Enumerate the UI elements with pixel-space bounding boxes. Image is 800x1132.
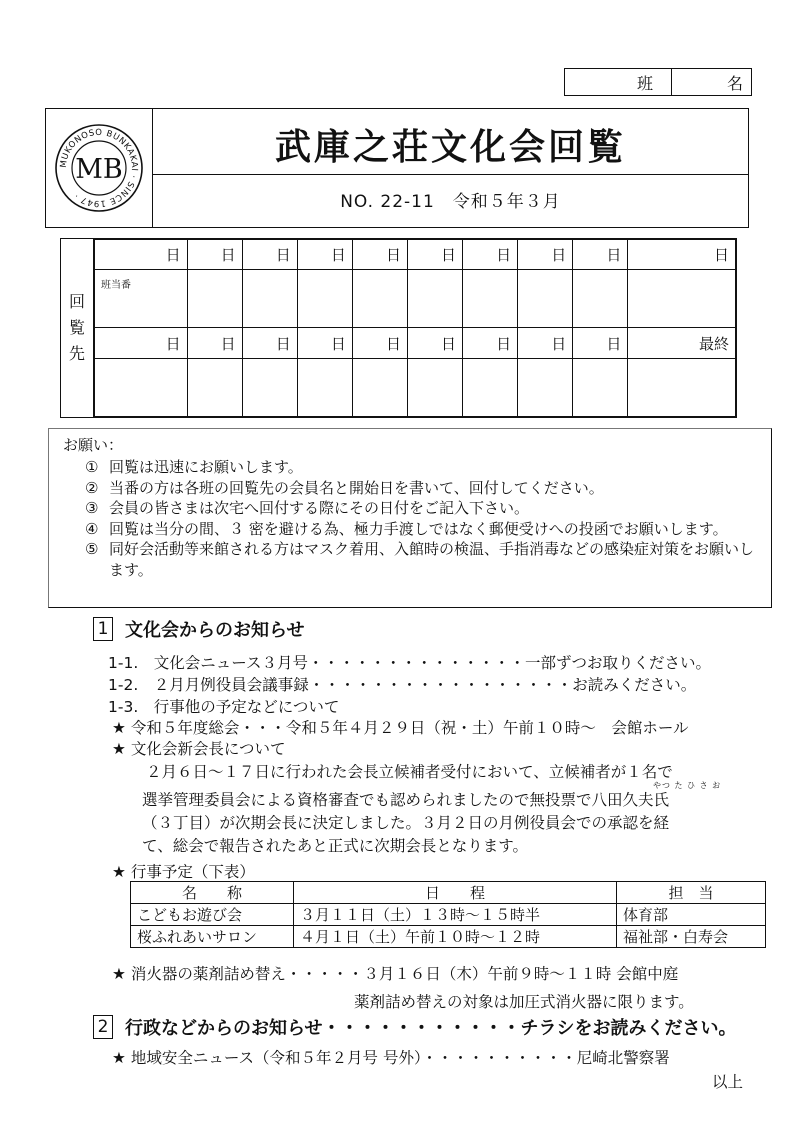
notice-item xyxy=(85,478,765,499)
date-cell[interactable]: 日 xyxy=(518,240,573,270)
routing-table xyxy=(94,239,736,417)
section1-heading xyxy=(93,616,304,642)
last-cell[interactable]: 最終 xyxy=(628,328,736,358)
notice-title: お願い： xyxy=(63,436,124,454)
schedule-cell: ４月１日（土）午前１０時～１２時 xyxy=(294,926,617,948)
schedule-header-row xyxy=(131,882,766,904)
notice-num: ① xyxy=(85,458,99,476)
date-cell[interactable]: 日 xyxy=(463,240,518,270)
notice-num: ⑤ xyxy=(85,540,99,558)
page-title: 武庫之荘文化会回覧 xyxy=(274,127,626,168)
name-cell[interactable] xyxy=(187,358,242,416)
date-cell[interactable]: 日 xyxy=(95,240,188,270)
notice-num: ③ xyxy=(85,499,99,517)
notice-num: ④ xyxy=(85,519,99,538)
issue-number: NO. 22-11 令和５年３月 xyxy=(340,192,561,212)
end-mark: 以上 xyxy=(712,1073,744,1091)
logo-ring-text: MUKONOSO BUNKAKAI · SINCE 1947 · xyxy=(58,127,140,209)
date-cell[interactable]: 日 xyxy=(628,240,736,270)
routing-date-row-2 xyxy=(95,328,736,358)
president-text-3: （３丁目）が次期会長に決定しました。３月２日の月例役員会での承認を経 xyxy=(142,814,670,832)
notice-num: ② xyxy=(85,478,99,497)
notice-text: 回覧は迅速にお願いします。 xyxy=(109,458,303,476)
title-cell xyxy=(153,109,748,227)
name-cell[interactable] xyxy=(242,270,297,328)
notice-text: 会員の皆さまは次宅へ回付する際にその日付をご記入下さい。 xyxy=(109,499,530,517)
routing-label-2: 覧 xyxy=(68,318,85,337)
name-cell[interactable] xyxy=(628,358,736,416)
schedule-cell: 福祉部・白寿会 xyxy=(617,926,766,948)
date-cell[interactable]: 日 xyxy=(242,240,297,270)
date-cell[interactable]: 日 xyxy=(573,240,628,270)
item-1-2: 1-2. ２月月例役員会議事録・・・・・・・・・・・・・・・・・お読みください。 xyxy=(108,676,697,694)
request-notice xyxy=(48,428,772,608)
name-cell[interactable] xyxy=(407,358,462,416)
name-cell[interactable] xyxy=(352,270,407,328)
routing-name-row-2 xyxy=(95,358,736,416)
routing-date-row-1 xyxy=(95,240,736,270)
president-text-1: ２月６日～１７日に行われた会長立候補者受付において、立候補者が１名で xyxy=(146,763,673,781)
name-cell[interactable] xyxy=(95,358,188,416)
extinguisher-line: ★ 消火器の薬剤詰め替え・・・・・３月１６日（木）午前９時～１１時 会館中庭 xyxy=(112,965,679,983)
section2-number: 2 xyxy=(93,1015,113,1039)
section2-heading xyxy=(93,1014,736,1040)
table-row xyxy=(131,904,766,926)
president-text-4: て、総会で報告されたあと正式に次期会長となります。 xyxy=(142,837,528,855)
notice-item xyxy=(85,457,765,478)
name-ruby: やつ た ひ さ お xyxy=(653,781,722,790)
notice-item xyxy=(85,498,765,519)
date-cell[interactable]: 日 xyxy=(187,328,242,358)
date-cell[interactable]: 日 xyxy=(573,328,628,358)
date-cell[interactable]: 日 xyxy=(407,240,462,270)
date-cell[interactable]: 日 xyxy=(297,240,352,270)
name-cell[interactable] xyxy=(518,358,573,416)
date-cell[interactable]: 日 xyxy=(518,328,573,358)
notice-item xyxy=(85,539,765,580)
routing-grid xyxy=(60,238,737,418)
name-cell[interactable] xyxy=(573,358,628,416)
logo xyxy=(46,109,153,227)
routing-name-row-1 xyxy=(95,270,736,328)
notice-text: 当番の方は各班の回覧先の会員名と開始日を書いて、回付してください。 xyxy=(109,478,604,497)
date-cell[interactable]: 日 xyxy=(187,240,242,270)
item-1-3: 1-3. 行事他の予定などについて xyxy=(108,698,340,716)
schedule-col-name: 名 称 xyxy=(131,882,294,904)
duty-cell[interactable] xyxy=(95,270,188,328)
notice-list xyxy=(85,457,765,580)
name-cell[interactable] xyxy=(628,270,736,328)
date-cell[interactable]: 日 xyxy=(95,328,188,358)
name-label: 名 xyxy=(726,73,743,93)
safety-news-line: ★ 地域安全ニュース（令和５年２月号 号外）・・・・・・・・・・尼崎北警察署 xyxy=(112,1049,670,1067)
mb-seal-icon xyxy=(53,122,145,214)
new-president-heading: ★ 文化会新会長について xyxy=(112,740,286,758)
general-meeting-line: ★ 令和５年度総会・・・令和５年４月２９日（祝・土）午前１０時～ 会館ホール xyxy=(112,719,689,737)
schedule-table xyxy=(130,881,766,948)
name-cell[interactable] xyxy=(463,358,518,416)
name-cell[interactable] xyxy=(352,358,407,416)
notice-text: 同好会活動等来館される方はマスク着用、入館時の検温、手指消毒などの感染症対策をお願いします。 xyxy=(109,540,755,579)
date-cell[interactable]: 日 xyxy=(352,328,407,358)
header-box xyxy=(45,108,749,228)
schedule-cell: ３月１１日（土）１３時～１５時半 xyxy=(294,904,617,926)
name-cell[interactable] xyxy=(242,358,297,416)
date-cell[interactable]: 日 xyxy=(463,328,518,358)
routing-label xyxy=(61,239,94,417)
notice-item xyxy=(85,519,765,540)
item-1-1: 1-1. 文化会ニュース３月号・・・・・・・・・・・・・・一部ずつお取りください。 xyxy=(108,654,711,672)
date-cell[interactable]: 日 xyxy=(297,328,352,358)
name-cell[interactable] xyxy=(463,270,518,328)
title-divider xyxy=(153,174,748,175)
table-row xyxy=(131,926,766,948)
extinguisher-note: 薬剤詰め替えの対象は加圧式消火器に限ります。 xyxy=(354,993,694,1011)
schedule-cell: 桜ふれあいサロン xyxy=(131,926,294,948)
name-cell[interactable] xyxy=(297,270,352,328)
schedule-cell: 体育部 xyxy=(617,904,766,926)
name-cell[interactable] xyxy=(518,270,573,328)
name-cell[interactable] xyxy=(407,270,462,328)
routing-label-3: 先 xyxy=(68,344,85,363)
routing-label-1: 回 xyxy=(68,292,85,311)
notice-text: 回覧は当分の間、３ 密を避ける為、極力手渡しではなく郵便受けへの投函でお願いします。 xyxy=(109,519,728,538)
date-cell[interactable]: 日 xyxy=(407,328,462,358)
section2-title: 行政などからのお知らせ・・・・・・・・・・・チラシをお読みください。 xyxy=(125,1018,737,1039)
class-name-box xyxy=(564,68,752,96)
president-text-2: 選挙管理委員会による資格審査でも認められましたので無投票で八田久夫氏 xyxy=(142,791,670,809)
section1-title: 文化会からのお知らせ xyxy=(125,620,305,641)
schedule-cell: こどもお遊び会 xyxy=(131,904,294,926)
date-cell[interactable]: 日 xyxy=(242,328,297,358)
schedule-col-owner: 担 当 xyxy=(617,882,766,904)
schedule-col-date: 日 程 xyxy=(294,882,617,904)
logo-initials: MB xyxy=(75,154,123,185)
class-label: 班 xyxy=(565,69,672,95)
name-cell[interactable] xyxy=(573,270,628,328)
duty-label: 班当番 xyxy=(101,280,131,292)
name-cell[interactable] xyxy=(187,270,242,328)
schedule-heading: ★ 行事予定（下表） xyxy=(112,863,255,881)
section1-number: 1 xyxy=(93,617,113,641)
date-cell[interactable]: 日 xyxy=(352,240,407,270)
name-cell[interactable] xyxy=(297,358,352,416)
